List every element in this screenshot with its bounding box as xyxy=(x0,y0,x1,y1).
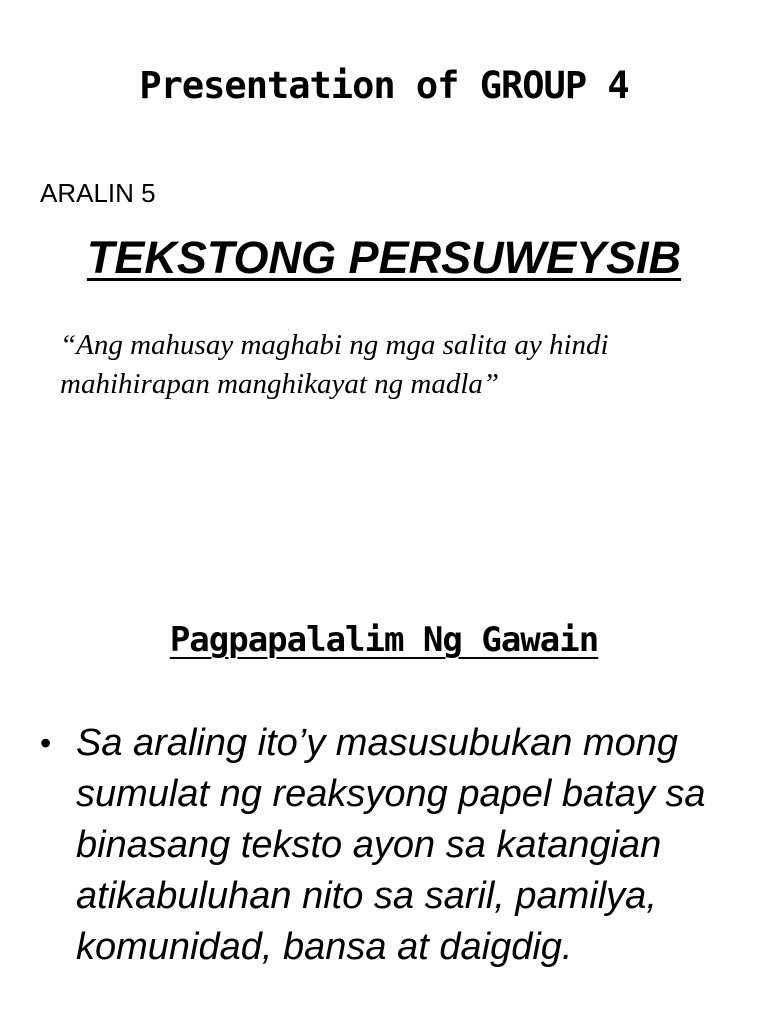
bullet-icon: • xyxy=(40,725,52,761)
bullet-list xyxy=(40,718,740,973)
bullet-text: Sa araling ito’y masusubukan mong sumulat ng reaksyong papel batay sa binasang teksto ayon sa katangian atikabuluhan nito sa saril, pamilya, komunidad, bansa at daigdig. xyxy=(76,722,706,968)
lesson-label: ARALIN 5 xyxy=(40,178,156,208)
bullet-item xyxy=(40,718,740,973)
presentation-title: Presentation of GROUP 4 xyxy=(139,64,629,107)
lesson-quote: “Ang mahusay maghabi ng mga salita ay hindi mahihirapan manghikayat ng madla” xyxy=(60,329,609,400)
section-subheading: Pagpapalalim Ng Gawain xyxy=(169,620,599,660)
lesson-heading: TEKSTONG PERSUWEYSIB xyxy=(86,232,682,283)
